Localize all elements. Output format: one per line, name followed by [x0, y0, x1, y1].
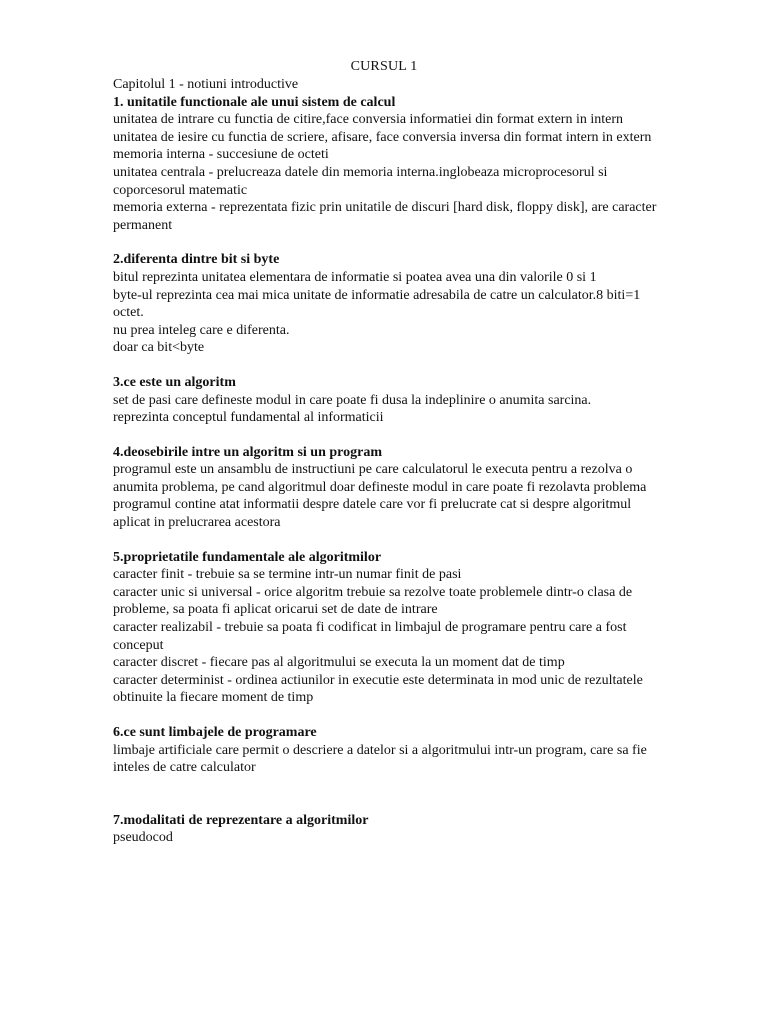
document-title: CURSUL 1 [350, 59, 418, 74]
section-line: programul contine atat informatii despre datele care vor fi prelucrate cat si despre algoritmul aplicat in prelucrarea acestora [113, 497, 632, 531]
section-line: caracter unic si universal - orice algoritm trebuie sa rezolve toate problemele dintr-o clasa de probleme, sa poata fi aplicat oricarui set de date de intrare [113, 584, 633, 618]
section-line: reprezinta conceptul fundamental al informaticii [113, 410, 384, 426]
section-line: limbaje artificiale care permit o descriere a datelor si a algoritmului intr-un program, care sa fie inteles de catre calculator [113, 742, 647, 776]
section-line: memoria externa - reprezentata fizic prin unitatile de discuri [hard disk, floppy disk], are caracter permanent [113, 200, 657, 233]
section-heading: 6.ce sunt limbajele de programare [113, 725, 317, 740]
section-line: pseudocod [113, 830, 173, 846]
section-heading: 4.deosebirile intre un algoritm si un program [113, 444, 382, 460]
section-heading: 3.ce este un algoritm [113, 374, 236, 390]
section-line: programul este un ansamblu de instructiuni pe care calculatorul le executa pentru a rezolva o anumita problema, pe cand algoritmul doar defineste modul in care poate fi rezolavta problema [113, 462, 647, 495]
section-heading: 5.proprietatile fundamentale ale algoritmilor [113, 549, 382, 565]
section-4 [113, 444, 658, 532]
section-line: caracter finit - trebuie sa se termine intr-un numar finit de pasi [113, 567, 462, 583]
section-line: unitatea de iesire cu functia de scriere, afisare, face conversia inversa din format intern in extern [113, 129, 652, 145]
section-heading: 7.modalitati de reprezentare a algoritmilor [113, 812, 369, 828]
section-7 [113, 812, 658, 847]
section-6 [113, 724, 658, 777]
section-line: caracter determinist - ordinea actiunilor in executie este determinata in mod unic de rezultatele obtinuite la fiecare moment de timp [113, 672, 643, 706]
section-line: set de pasi care defineste modul in care poate fi dusa la indeplinire o anumita sarcina. [113, 392, 592, 408]
section-3 [113, 374, 658, 427]
section-line: caracter discret - fiecare pas al algoritmului se executa la un moment dat de timp [113, 655, 565, 671]
section-line: nu prea inteleg care e diferenta. [113, 322, 290, 338]
section-line: unitatea de intrare cu functia de citire,face conversia informatiei din format extern in intern [113, 112, 623, 128]
section-2 [113, 251, 658, 357]
section-5 [113, 549, 658, 707]
section-line: doar ca bit<byte [113, 340, 205, 356]
section-line: bitul reprezinta unitatea elementara de informatie si poatea avea una din valorile 0 si 1 [113, 269, 597, 285]
chapter-title: Capitolul 1 - notiuni introductive [113, 77, 299, 92]
section-line: byte-ul reprezinta cea mai mica unitate de informatie adresabila de catre un calculator.8 biti=1 octet. [113, 287, 641, 321]
document-body [113, 76, 658, 847]
section-1 [113, 94, 658, 235]
section-heading: 2.diferenta dintre bit si byte [113, 252, 280, 268]
section-line: memoria interna - succesiune de octeti [113, 147, 329, 163]
section-line: caracter realizabil - trebuie sa poata fi codificat in limbajul de programare pentru care a fost conceput [113, 620, 627, 653]
section-heading: 1. unitatile functionale ale unui sistem de calcul [113, 94, 396, 110]
section-line: unitatea centrala - prelucreaza datele din memoria interna.inglobeaza microprocesorul si coporcesorul matematic [113, 164, 608, 198]
